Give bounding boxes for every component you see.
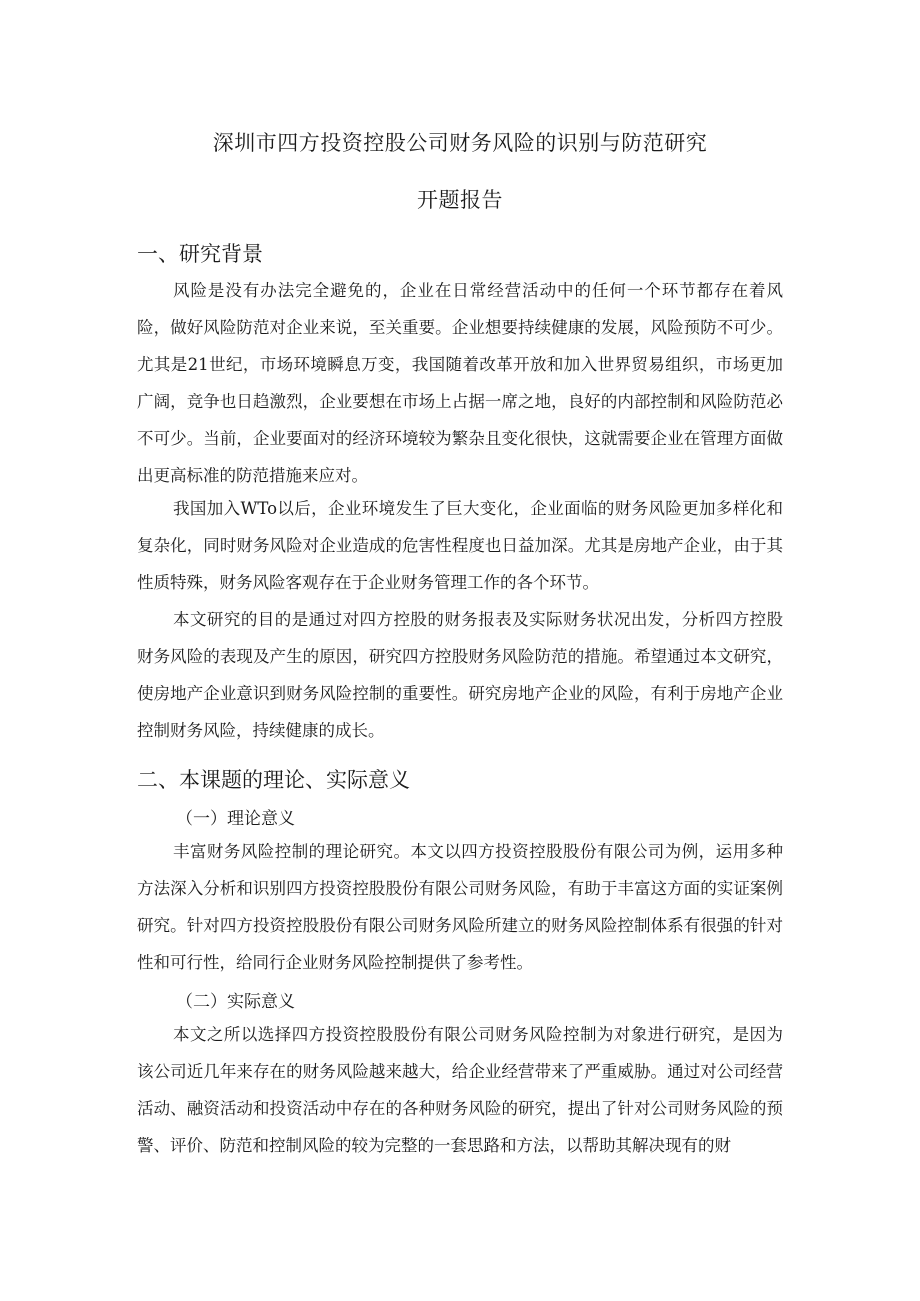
document-title: 深圳市四方投资控股公司财务风险的识别与防范研究 — [212, 131, 708, 155]
document-subtitle: 开题报告 — [417, 188, 503, 212]
paragraph-background-2: 我国加入WTo以后，企业环境发生了巨大变化，企业面临的财务风险更加多样化和复杂化，同时财务风险对企业造成的危害性程度也日益加深。尤其是房地产企业，由于其性质特殊，财务风险客观存在于企业财务管理工作的各个环节。 — [137, 499, 783, 592]
subsection-heading-theoretical: （一）理论意义 — [176, 809, 295, 829]
section-heading-significance: 二、本课题的理论、实际意义 — [137, 768, 410, 792]
paragraph-practical: 本文之所以选择四方投资控股股份有限公司财务风险控制为对象进行研究，是因为该公司近几年来存在的财务风险越来越大，给企业经营带来了严重威胁。通过对公司经营活动、融资活动和投资活动中存在的各种财务风险的研究，提出了针对公司财务风险的预警、评价、防范和控制风险的较为完整的一套思路和方法，以帮助其解决现有的财 — [137, 1025, 783, 1155]
section-heading-research-background: 一、研究背景 — [137, 242, 263, 266]
paragraph-background-3: 本文研究的目的是通过对四方控股的财务报表及实际财务状况出发，分析四方控股财务风险的表现及产生的原因，研究四方控股财务风险防范的措施。希望通过本文研究，使房地产企业意识到财务风险控制的重要性。研究房地产企业的风险，有利于房地产企业控制财务风险，持续健康的成长。 — [137, 610, 783, 740]
subsection-heading-practical: （二）实际意义 — [176, 992, 295, 1012]
paragraph-background-1: 风险是没有办法完全避免的，企业在日常经营活动中的任何一个环节都存在着风险，做好风险防范对企业来说，至关重要。企业想要持续健康的发展，风险预防不可少。尤其是21世纪，市场环境瞬息万变，我国随着改革开放和加入世界贸易组织，市场更加广阔，竞争也日趋激烈，企业要想在市场上占据一席之地，良好的内部控制和风险防范必不可少。当前，企业要面对的经济环境较为繁杂且变化很快，这就需要企业在管理方面做出更高标准的防范措施来应对。 — [137, 281, 783, 485]
paragraph-theoretical: 丰富财务风险控制的理论研究。本文以四方投资控股股份有限公司为例，运用多种方法深入分析和识别四方投资控股股份有限公司财务风险，有助于丰富这方面的实证案例研究。针对四方投资控股股份有限公司财务风险所建立的财务风险控制体系有很强的针对性和可行性，给同行企业财务风险控制提供了参考性。 — [137, 842, 783, 972]
